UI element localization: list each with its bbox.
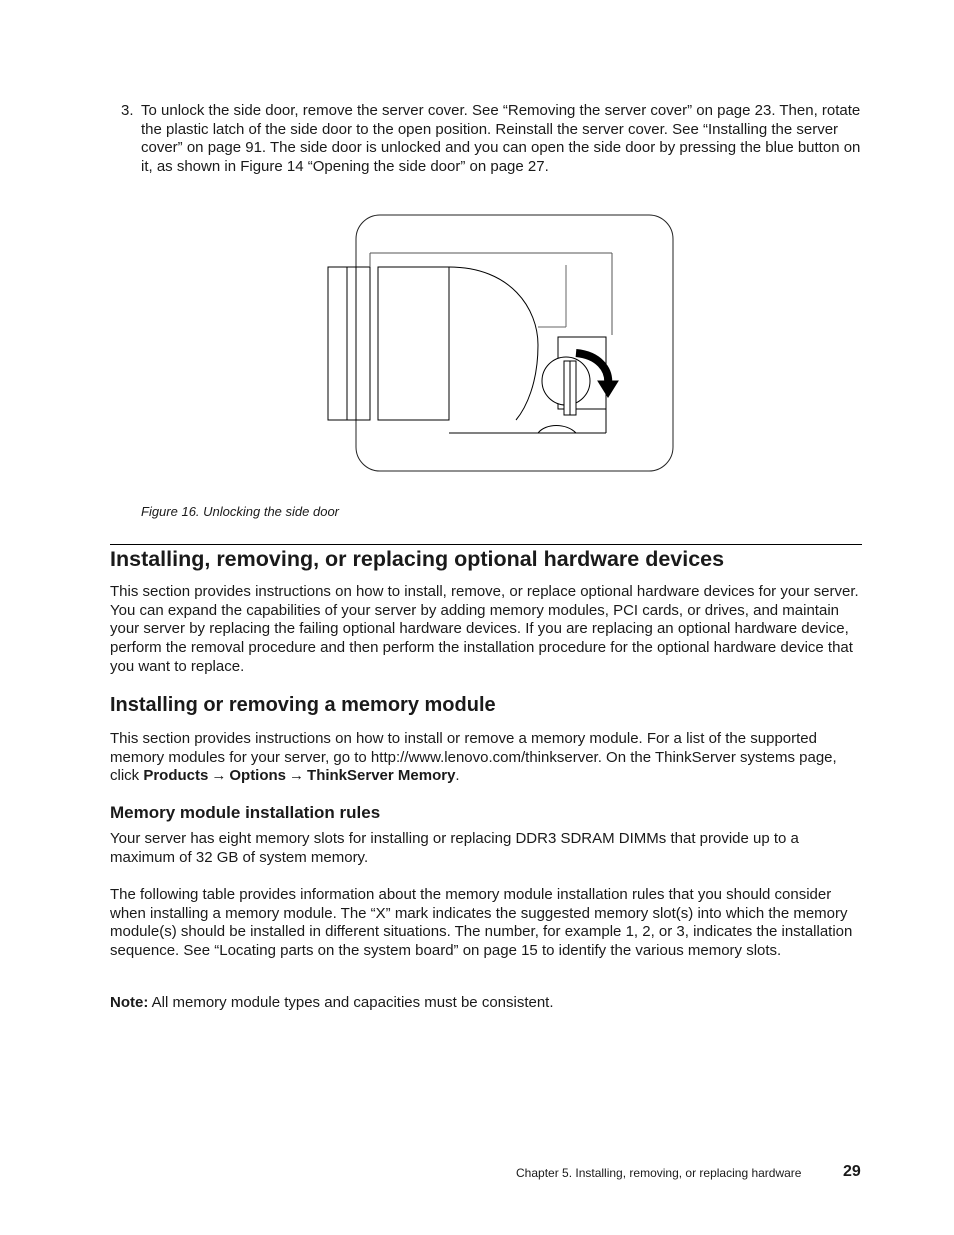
section-body-memory-module <box>110 730 862 786</box>
note-label: Note: <box>110 994 149 1011</box>
nav-arrow-icon: → <box>211 767 227 785</box>
subsection-heading-installation-rules: Memory module installation rules <box>110 803 381 822</box>
page-number: 29 <box>843 1163 861 1180</box>
section-heading-optional-hardware: Installing, removing, or replacing optional hardware devices <box>110 547 725 571</box>
section-body-optional-hardware: This section provides instructions on how to install, remove, or replace optional hardware devices for your server. You can expand the capabilities of your server by adding memory modules, PCI cards, or drives, and maintain your server by replacing the failing optional hardware devices. If you are replacing an optional hardware device, perform the removal procedure and then perform the installation procedure for the optional hardware device that you want to replace. <box>110 583 859 675</box>
nav-products: Products <box>143 767 209 785</box>
step-number: 3. <box>121 102 134 119</box>
step-text: To unlock the side door, remove the server cover. See “Removing the server cover” on page 23. Then, rotate the plastic latch of the side door to the open position. Reinstall the server cover. See “Installing the server cover” on page 91. The side door is unlocked and you can open the side door by pressing the blue button on it, as shown in Figure 14 “Opening the side door” on page 27. <box>141 102 861 176</box>
memory-intro-end: . <box>455 767 460 785</box>
figure-caption: Figure 16. Unlocking the side door <box>141 504 340 519</box>
section-divider <box>110 544 862 545</box>
nav-thinkserver-memory: ThinkServer Memory <box>307 767 456 785</box>
nav-options: Options <box>229 767 287 785</box>
footer-chapter: Chapter 5. Installing, removing, or replacing hardware <box>516 1166 802 1180</box>
side-door-latch-illustration <box>326 213 676 475</box>
nav-arrow-icon: → <box>289 767 305 785</box>
memory-intro-text: This section provides instructions on how to install or remove a memory module. For a list of the supported memory modules for your server, go to http://www.lenovo.com/thinkserver. On the ThinkServer systems page, click <box>110 730 837 785</box>
note <box>110 994 554 1013</box>
note-text: All memory module types and capacities must be consistent. <box>148 994 554 1011</box>
section-heading-memory-module: Installing or removing a memory module <box>110 694 496 716</box>
installation-rules-para-1: Your server has eight memory slots for installing or replacing DDR3 SDRAM DIMMs that provide up to a maximum of 32 GB of system memory. <box>110 830 799 866</box>
installation-rules-para-2: The following table provides information about the memory module installation rules that you should consider when installing a memory module. The “X” mark indicates the suggested memory slot(s) into which the memory module(s) should be installed in different situations. The number, for example 1, 2, or 3, indicates the installation sequence. See “Locating parts on the system board” on page 15 to identify the various memory slots. <box>110 886 853 960</box>
step-3 <box>121 102 861 177</box>
